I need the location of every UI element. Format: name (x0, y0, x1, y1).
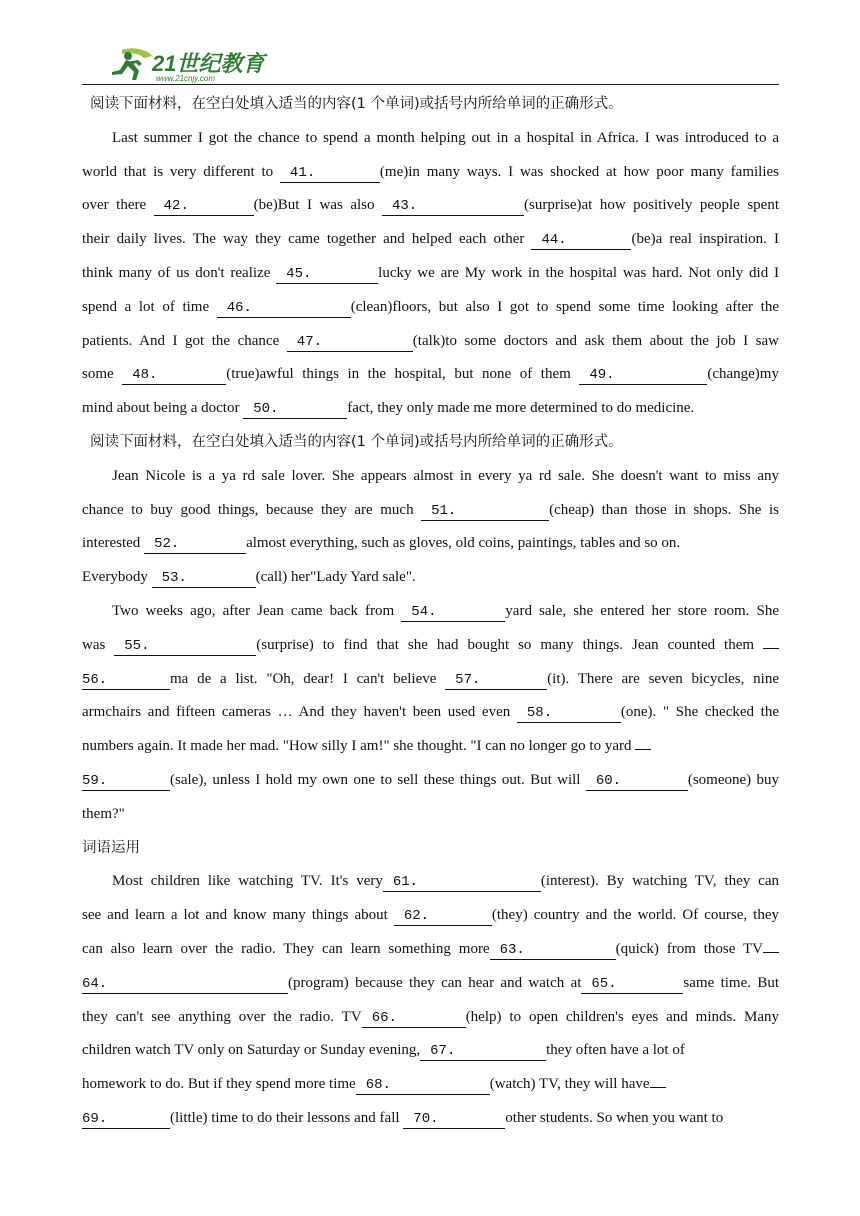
text-line: Jean Nicole is a ya rd sale lover. She appears almost in every ya rd sale. She doesn't want to miss any (112, 467, 779, 484)
blank-69[interactable]: 69. (82, 1110, 170, 1129)
blank-54[interactable]: 54. (401, 603, 505, 622)
text-line: Most children like watching TV. It's very 61. (interest). By watching TV, they can (112, 873, 779, 891)
logo-text: 21世纪教育 (152, 51, 265, 76)
blank-44[interactable]: 44. (531, 231, 631, 250)
runner-logo-icon (104, 44, 274, 84)
blank-46[interactable]: 46. (217, 299, 351, 318)
blank-59-start[interactable] (635, 749, 651, 750)
blank-68[interactable]: 68. (356, 1076, 490, 1095)
text-line: homework to do. But if they spend more time 68. (watch) TV, they will have (82, 1068, 779, 1102)
blank-65[interactable]: 65. (581, 975, 683, 994)
blank-49[interactable]: 49. (579, 366, 707, 385)
blank-41[interactable]: 41. (280, 164, 380, 183)
blank-61[interactable]: 61. (383, 873, 541, 892)
blank-59[interactable]: 59. (82, 772, 170, 791)
blank-48[interactable]: 48. (122, 366, 226, 385)
blank-43[interactable]: 43. (382, 197, 524, 216)
instructions-2: 阅读下面材料，在空白处填入适当的内容(1 个单词)或括号内所给单词的正确形式。 (90, 433, 623, 450)
text-line: chance to buy good things, because they are much 51. (cheap) than those in shops. She is (82, 501, 779, 519)
logo-url: www.21cnjy.com (156, 74, 215, 83)
section-title: 词语运用 (82, 839, 140, 856)
blank-47[interactable]: 47. (287, 333, 413, 352)
blank-57[interactable]: 57. (445, 671, 547, 690)
text-line: numbers again. It made her mad. "How silly I am!" she thought. "I can no longer go to yard (82, 730, 779, 764)
text-line: 56. ma de a list. "Oh, dear! I can't believe 57. (it). There are seven bicycles, nine (82, 670, 779, 688)
blank-69-start[interactable] (650, 1087, 666, 1088)
blank-56[interactable]: 56. (82, 671, 170, 690)
text-line: their daily lives. The way they came together and helped each other 44. (be)a real inspiration. I (82, 231, 779, 249)
text-line: they can't see anything over the radio. TV 66. (help) to open children's eyes and minds. Many (82, 1008, 779, 1026)
blank-56-start[interactable] (763, 648, 779, 649)
text-line: patients. And I got the chance 47. (talk)to some doctors and ask them about the job I saw (82, 332, 779, 350)
blank-51[interactable]: 51. (421, 502, 549, 521)
blank-45[interactable]: 45. (276, 265, 378, 284)
text-line: Last summer I got the chance to spend a month helping out in a hospital in Africa. I was introduced to a (112, 129, 779, 146)
blank-52[interactable]: 52. (144, 535, 246, 554)
text-line: see and learn a lot and know many things about 62. (they) country and the world. Of course, they (82, 907, 779, 925)
text-line: was 55. (surprise) to find that she had bought so many things. Jean counted them (82, 629, 779, 663)
blank-60[interactable]: 60. (586, 772, 688, 791)
blank-62[interactable]: 62. (394, 907, 492, 926)
blank-67[interactable]: 67. (420, 1042, 546, 1061)
blank-42[interactable]: 42. (154, 197, 254, 216)
blank-50[interactable]: 50. (243, 400, 347, 419)
blank-64[interactable]: 64. (82, 975, 288, 994)
blank-53[interactable]: 53. (152, 569, 256, 588)
instructions-1: 阅读下面材料，在空白处填入适当的内容(1 个单词)或括号内所给单词的正确形式。 (90, 96, 623, 112)
text-line: can also learn over the radio. They can learn something more 63. (quick) from those TV (82, 933, 779, 967)
text-line: armchairs and fifteen cameras … And they haven't been used even 58. (one). " She checked the (82, 704, 779, 722)
text-line: 59. (sale), unless I hold my own one to sell these things out. But will 60. (someone) buy (82, 771, 779, 789)
text-line: spend a lot of time 46. (clean)floors, but also I got to spend some time looking after the (82, 298, 779, 316)
blank-66[interactable]: 66. (362, 1009, 466, 1028)
text-line: 69. (little) time to do their lessons and fall 70. other students. So when you want to (82, 1109, 724, 1127)
document-body (82, 88, 779, 1136)
blank-55[interactable]: 55. (114, 637, 256, 656)
text-line: 64. (program) because they can hear and watch at 65. same time. But (82, 974, 779, 992)
text-line: them?" (82, 805, 125, 822)
text-line: interested 52. almost everything, such as gloves, old coins, paintings, tables and so on. (82, 535, 681, 553)
text-line: Two weeks ago, after Jean came back from 54. yard sale, she entered her store room. She (112, 602, 779, 620)
text-line: think many of us don't realize 45. lucky we are My work in the hospital was hard. Not only did I (82, 264, 780, 282)
text-line: over there 42. (be)But I was also 43. (surprise)at how positively people spent (82, 197, 779, 215)
text-line: Everybody 53. (call) her"Lady Yard sale". (82, 569, 416, 587)
text-line: children watch TV only on Saturday or Sunday evening, 67. they often have a lot of (82, 1042, 685, 1060)
blank-70[interactable]: 70. (403, 1110, 505, 1129)
text-line: some 48. (true)awful things in the hospital, but none of them 49. (change)my (82, 366, 779, 384)
blank-63[interactable]: 63. (490, 941, 616, 960)
header-rule (82, 84, 779, 85)
blank-58[interactable]: 58. (517, 704, 621, 723)
text-line: mind about being a doctor 50. fact, they only made me more determined to do medicine. (82, 400, 695, 418)
logo-21cnjy (104, 44, 274, 84)
blank-64-start[interactable] (763, 952, 779, 953)
text-line: world that is very different to 41. (me)in many ways. I was shocked at how poor many families (82, 163, 779, 181)
